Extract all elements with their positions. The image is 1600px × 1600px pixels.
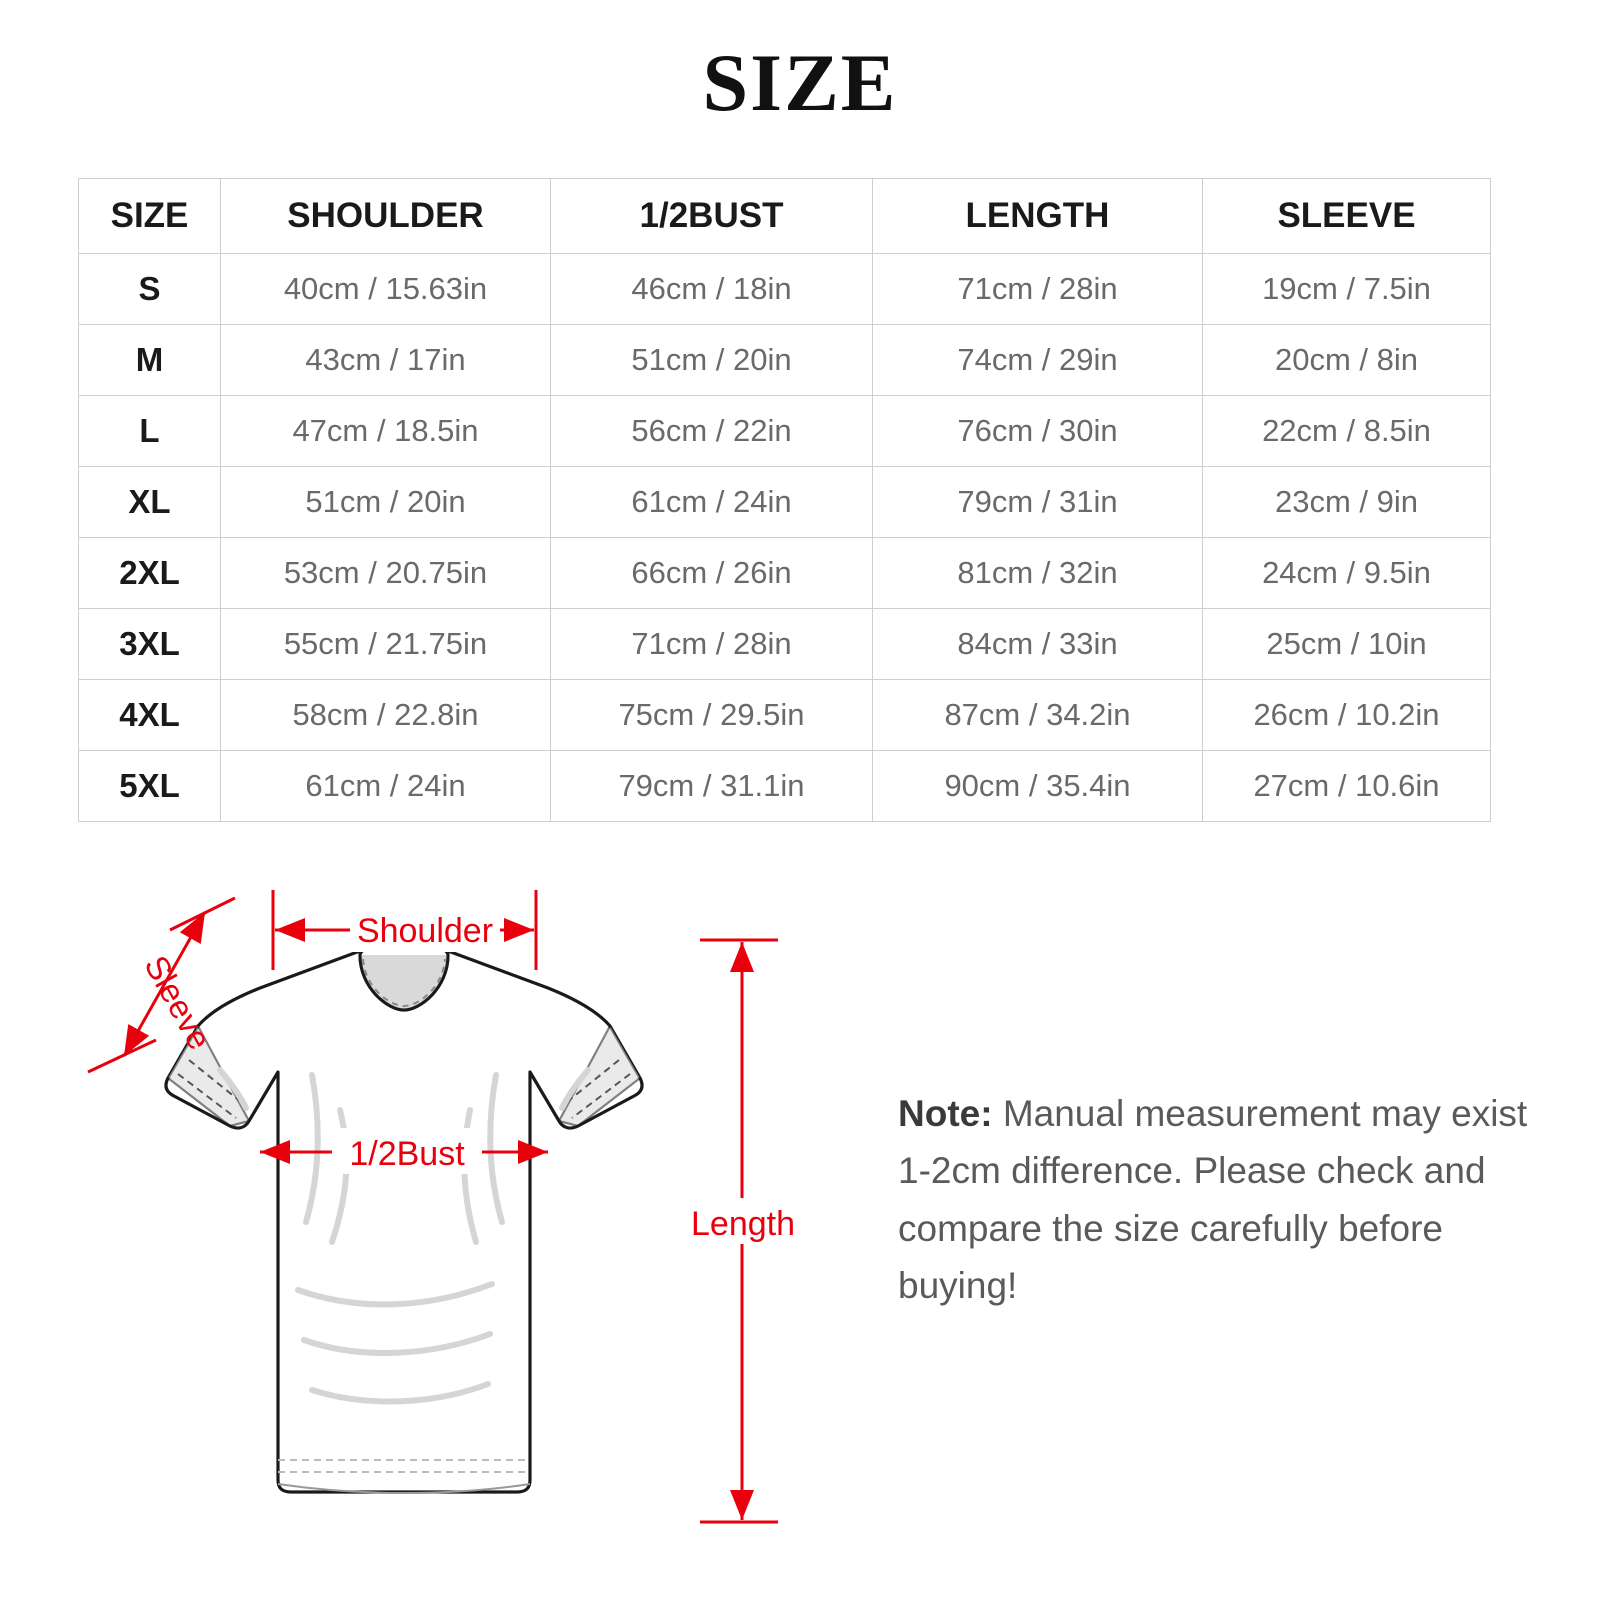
size-chart-table [78, 178, 1491, 822]
cell-size: XL [79, 467, 221, 538]
cell-bust: 71cm / 28in [551, 609, 873, 680]
cell-size: S [79, 254, 221, 325]
cell-bust: 75cm / 29.5in [551, 680, 873, 751]
tshirt-illustration [166, 928, 642, 1493]
cell-sleeve: 22cm / 8.5in [1203, 396, 1491, 467]
note-label: Note: [898, 1093, 993, 1134]
cell-size: 2XL [79, 538, 221, 609]
bust-label: 1/2Bust [349, 1135, 465, 1173]
table-header-row [79, 179, 1491, 254]
cell-length: 74cm / 29in [873, 325, 1203, 396]
cell-sleeve: 19cm / 7.5in [1203, 254, 1491, 325]
cell-bust: 56cm / 22in [551, 396, 873, 467]
cell-bust: 79cm / 31.1in [551, 751, 873, 822]
column-header-shoulder: SHOULDER [221, 179, 551, 254]
cell-shoulder: 43cm / 17in [221, 325, 551, 396]
length-label: Length [691, 1205, 795, 1243]
cell-bust: 46cm / 18in [551, 254, 873, 325]
table-row [79, 396, 1491, 467]
cell-sleeve: 26cm / 10.2in [1203, 680, 1491, 751]
cell-size: 4XL [79, 680, 221, 751]
cell-shoulder: 51cm / 20in [221, 467, 551, 538]
cell-bust: 51cm / 20in [551, 325, 873, 396]
cell-shoulder: 55cm / 21.75in [221, 609, 551, 680]
cell-length: 81cm / 32in [873, 538, 1203, 609]
table-row [79, 538, 1491, 609]
page-title: SIZE [702, 37, 898, 128]
column-header-sleeve: SLEEVE [1203, 179, 1491, 254]
table-row [79, 751, 1491, 822]
cell-sleeve: 24cm / 9.5in [1203, 538, 1491, 609]
cell-size: 3XL [79, 609, 221, 680]
sleeve-label: Sleeve [137, 949, 219, 1056]
cell-size: M [79, 325, 221, 396]
column-header-size: SIZE [79, 179, 221, 254]
column-header-bust: 1/2BUST [551, 179, 873, 254]
cell-length: 87cm / 34.2in [873, 680, 1203, 751]
cell-shoulder: 61cm / 24in [221, 751, 551, 822]
table-row [79, 467, 1491, 538]
cell-length: 90cm / 35.4in [873, 751, 1203, 822]
cell-size: 5XL [79, 751, 221, 822]
cell-shoulder: 53cm / 20.75in [221, 538, 551, 609]
length-measure-annotation [688, 940, 798, 1522]
cell-length: 84cm / 33in [873, 609, 1203, 680]
table-row [79, 254, 1491, 325]
column-header-length: LENGTH [873, 179, 1203, 254]
cell-sleeve: 23cm / 9in [1203, 467, 1491, 538]
cell-sleeve: 25cm / 10in [1203, 609, 1491, 680]
table-row [79, 609, 1491, 680]
cell-length: 71cm / 28in [873, 254, 1203, 325]
tshirt-measurement-diagram [60, 860, 860, 1580]
note-text [898, 1085, 1558, 1314]
cell-length: 79cm / 31in [873, 467, 1203, 538]
cell-length: 76cm / 30in [873, 396, 1203, 467]
cell-bust: 61cm / 24in [551, 467, 873, 538]
note-body: Manual measurement may exist 1-2cm difference. Please check and compare the size carefully before buying! [898, 1093, 1528, 1307]
cell-sleeve: 20cm / 8in [1203, 325, 1491, 396]
cell-sleeve: 27cm / 10.6in [1203, 751, 1491, 822]
cell-shoulder: 40cm / 15.63in [221, 254, 551, 325]
cell-shoulder: 58cm / 22.8in [221, 680, 551, 751]
cell-size: L [79, 396, 221, 467]
cell-bust: 66cm / 26in [551, 538, 873, 609]
shoulder-label: Shoulder [356, 912, 494, 950]
cell-shoulder: 47cm / 18.5in [221, 396, 551, 467]
table-row [79, 325, 1491, 396]
table-row [79, 680, 1491, 751]
